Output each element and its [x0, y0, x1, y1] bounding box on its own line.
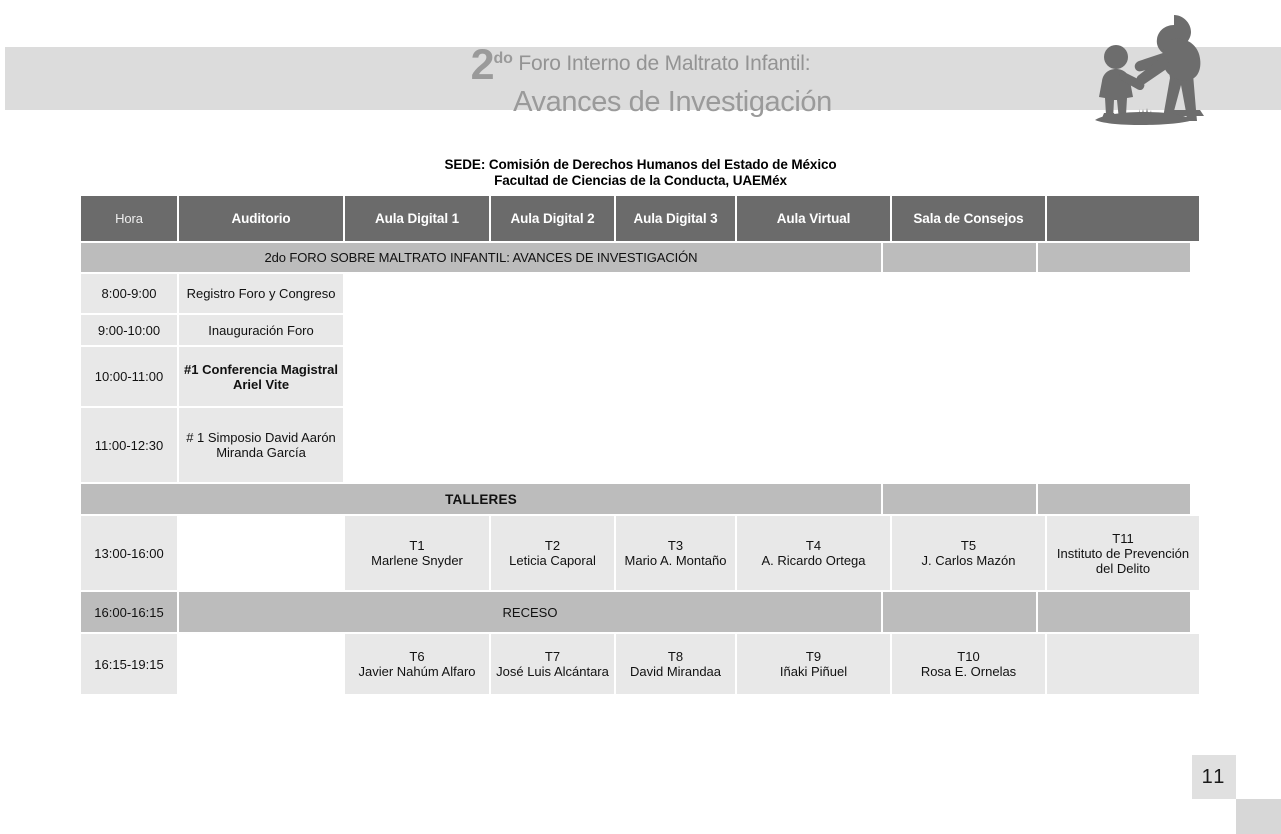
row-time-11-1230: 11:00-12:30: [81, 408, 177, 482]
workshop-t2: [491, 516, 614, 590]
workshop-t2-code: T2: [544, 538, 561, 553]
row-auditorio-empty-2: [179, 634, 343, 694]
event-title-line1: Foro Interno de Maltrato Infantil:: [518, 52, 811, 75]
table-row: [81, 274, 1195, 315]
workshop-t7: [491, 634, 614, 694]
workshop-t4: [737, 516, 890, 590]
workshop-t1-code: T1: [409, 538, 425, 553]
row-time-13-16: 13:00-16:00: [81, 516, 177, 590]
row-activity-registro: Registro Foro y Congreso: [179, 274, 343, 313]
workshop-t8: [616, 634, 735, 694]
workshop-t9: [737, 634, 890, 694]
row-activity-simposio: # 1 Simposio David Aarón Miranda García: [179, 408, 343, 482]
venue-line-2: Facultad de Ciencias de la Conducta, UAEMéx: [494, 173, 787, 188]
band-row-talleres: [81, 484, 1195, 516]
workshop-t3-name: Mario A. Montaño: [624, 553, 727, 568]
workshop-t11: [1047, 516, 1199, 590]
workshop-t4-name: A. Ricardo Ortega: [761, 553, 866, 568]
venue-heading: [0, 157, 1281, 189]
row-time-8-9: 8:00-9:00: [81, 274, 177, 313]
row-time-10-11: 10:00-11:00: [81, 347, 177, 406]
column-header-aula-digital-2: Aula Digital 2: [491, 196, 614, 241]
page-number: 11: [1192, 755, 1236, 799]
band-label-receso: RECESO: [179, 592, 881, 632]
table-row: [81, 315, 1195, 347]
band-receso-filler-1: [883, 592, 1036, 632]
row-time-9-10: 9:00-10:00: [81, 315, 177, 345]
column-header-extra: [1047, 196, 1199, 241]
workshop-t9-name: Iñaki Piñuel: [779, 664, 848, 679]
workshop-t1: [345, 516, 489, 590]
workshop-t11-name: Instituto de Prevención del Delito: [1056, 545, 1190, 576]
corner-decoration: [1236, 799, 1281, 834]
workshop-t10-code: T10: [957, 649, 980, 664]
workshop-t3-code: T3: [667, 538, 684, 553]
workshop-t5-name: J. Carlos Mazón: [921, 553, 1016, 568]
band-row-foro: [81, 243, 1195, 274]
workshop-t10: [892, 634, 1045, 694]
row-time-16-1615: 16:00-16:15: [81, 592, 177, 632]
band-foro-filler-2: [1038, 243, 1190, 272]
event-title-line2: Avances de Investigación: [513, 86, 832, 118]
row-time-1615-1915: 16:15-19:15: [81, 634, 177, 694]
workshop-t6: [345, 634, 489, 694]
workshop-t7-code: T7: [544, 649, 561, 664]
column-header-aula-virtual: Aula Virtual: [737, 196, 890, 241]
workshop-t1-name: Marlene Snyder: [371, 553, 463, 568]
event-title-ordinal: do: [493, 50, 513, 67]
workshop-t6-name: Javier Nahúm Alfaro: [358, 664, 476, 679]
column-header-sala-de-consejos: Sala de Consejos: [892, 196, 1045, 241]
column-header-aula-digital-1: Aula Digital 1: [345, 196, 489, 241]
workshop-t8-name: David Mirandaa: [629, 664, 722, 679]
workshop-t7-name: José Luis Alcántara: [496, 664, 609, 679]
workshop-t11-code: T11: [1112, 530, 1134, 546]
workshop-t6-code: T6: [409, 649, 425, 664]
adult-child-silhouette-icon: [1073, 13, 1213, 128]
band-row-receso: [81, 592, 1195, 634]
band-talleres-filler-2: [1038, 484, 1190, 514]
venue-line-1: SEDE: Comisión de Derechos Humanos del Estado de México: [444, 157, 837, 172]
band-label-foro: 2do FORO SOBRE MALTRATO INFANTIL: AVANCES DE INVESTIGACIÓN: [81, 243, 881, 272]
workshop-t2-name: Leticia Caporal: [509, 553, 596, 568]
band-foro-filler-1: [883, 243, 1036, 272]
column-header-aula-digital-3: Aula Digital 3: [616, 196, 735, 241]
column-header-auditorio: Auditorio: [179, 196, 343, 241]
band-label-talleres: TALLERES: [81, 484, 881, 514]
table-row: [81, 347, 1195, 408]
band-talleres-filler-1: [883, 484, 1036, 514]
row-activity-inauguracion: Inauguración Foro: [179, 315, 343, 345]
schedule-table: [81, 196, 1195, 696]
workshop-t5-code: T5: [960, 538, 977, 553]
column-header-hora: Hora: [81, 196, 177, 241]
table-row: [81, 516, 1195, 592]
band-receso-filler-2: [1038, 592, 1190, 632]
row-activity-conferencia-magistral: #1 Conferencia Magistral Ariel Vite: [179, 347, 343, 406]
workshop-t8-code: T8: [667, 649, 684, 664]
table-row: [81, 634, 1195, 696]
workshop-extra-empty: [1047, 634, 1199, 694]
workshop-t3: [616, 516, 735, 590]
workshop-t4-code: T4: [805, 538, 822, 553]
workshop-t10-name: Rosa E. Ornelas: [920, 664, 1017, 679]
event-title-number: 2: [470, 41, 494, 89]
table-header-row: [81, 196, 1195, 243]
table-row: [81, 408, 1195, 484]
workshop-t5: [892, 516, 1045, 590]
row-auditorio-empty-1: [179, 516, 343, 590]
workshop-t9-code: T9: [805, 649, 822, 664]
